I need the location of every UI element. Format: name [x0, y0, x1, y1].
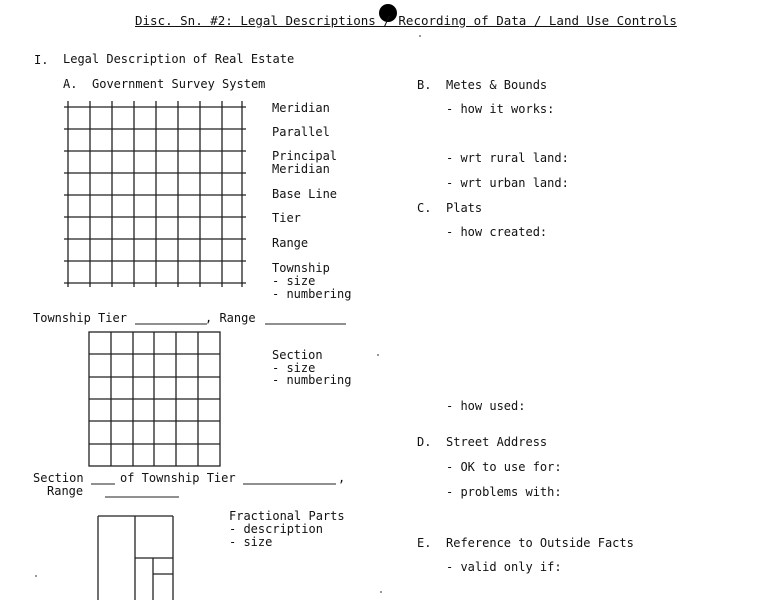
- blank-section-range: [105, 496, 179, 498]
- scan-speck: [377, 354, 379, 356]
- label-range: Range: [272, 236, 309, 250]
- label-fractional-parts: Fractional Parts: [229, 509, 345, 523]
- label-fractional-description: - description: [229, 522, 323, 536]
- part-a-letter: A.: [63, 77, 78, 91]
- part-e-heading: Reference to Outside Facts: [446, 536, 634, 550]
- part-c-heading: Plats: [446, 201, 483, 215]
- part-d-heading: Street Address: [446, 435, 548, 449]
- blank-section-tier: [243, 483, 336, 485]
- label-section-numbering: - numbering: [272, 373, 352, 387]
- part-b-item-urban: - wrt urban land:: [446, 176, 569, 190]
- label-township-numbering: - numbering: [272, 287, 352, 301]
- section-range-label: Range: [47, 484, 84, 498]
- label-principal: Principal: [272, 149, 338, 163]
- section-line-comma: ,: [338, 471, 346, 485]
- part-b-item-rural: - wrt rural land:: [446, 151, 569, 165]
- section-line-label: Section: [33, 471, 84, 485]
- part-d-item-ok-to-use: - OK to use for:: [446, 460, 562, 474]
- part-c-letter: C.: [417, 201, 432, 215]
- label-section-size: - size: [272, 361, 316, 375]
- label-township: Township: [272, 261, 330, 275]
- document-title: Disc. Sn. #2: Legal Descriptions / Recording of Data / Land Use Controls: [135, 13, 677, 28]
- township-range-label: , Range: [205, 311, 256, 325]
- label-base-line: Base Line: [272, 187, 338, 201]
- part-d-item-problems: - problems with:: [446, 485, 562, 499]
- part-e-letter: E.: [417, 536, 432, 550]
- label-parallel: Parallel: [272, 125, 330, 139]
- label-tier: Tier: [272, 211, 301, 225]
- part-e-item-valid-only-if: - valid only if:: [446, 560, 562, 574]
- label-section: Section: [272, 348, 323, 362]
- section-grid: [88, 329, 223, 469]
- label-principal-meridian: Meridian: [272, 162, 330, 176]
- scan-speck: [419, 35, 421, 37]
- blank-section-number: [91, 483, 115, 485]
- blank-township-range: [265, 323, 346, 325]
- township-tier-label: Township Tier: [33, 311, 127, 325]
- scan-speck: [35, 575, 37, 577]
- part-c-item-how-used: - how used:: [446, 399, 526, 413]
- label-fractional-size: - size: [229, 535, 273, 549]
- blank-township-tier: [135, 323, 207, 325]
- section-of-township-label: of Township Tier: [120, 471, 236, 485]
- section-heading: Legal Description of Real Estate: [63, 52, 295, 66]
- part-c-item-how-created: - how created:: [446, 225, 548, 239]
- section-numeral: I.: [34, 53, 49, 67]
- label-township-size: - size: [272, 274, 316, 288]
- part-b-item-how-it-works: - how it works:: [446, 102, 555, 116]
- label-meridian: Meridian: [272, 101, 330, 115]
- part-a-heading: Government Survey System: [92, 77, 266, 91]
- scan-speck: [380, 591, 382, 593]
- part-b-letter: B.: [417, 78, 432, 92]
- township-grid: [64, 101, 246, 291]
- part-d-letter: D.: [417, 435, 432, 449]
- fractional-parts-diagram: [96, 513, 176, 600]
- part-b-heading: Metes & Bounds: [446, 78, 548, 92]
